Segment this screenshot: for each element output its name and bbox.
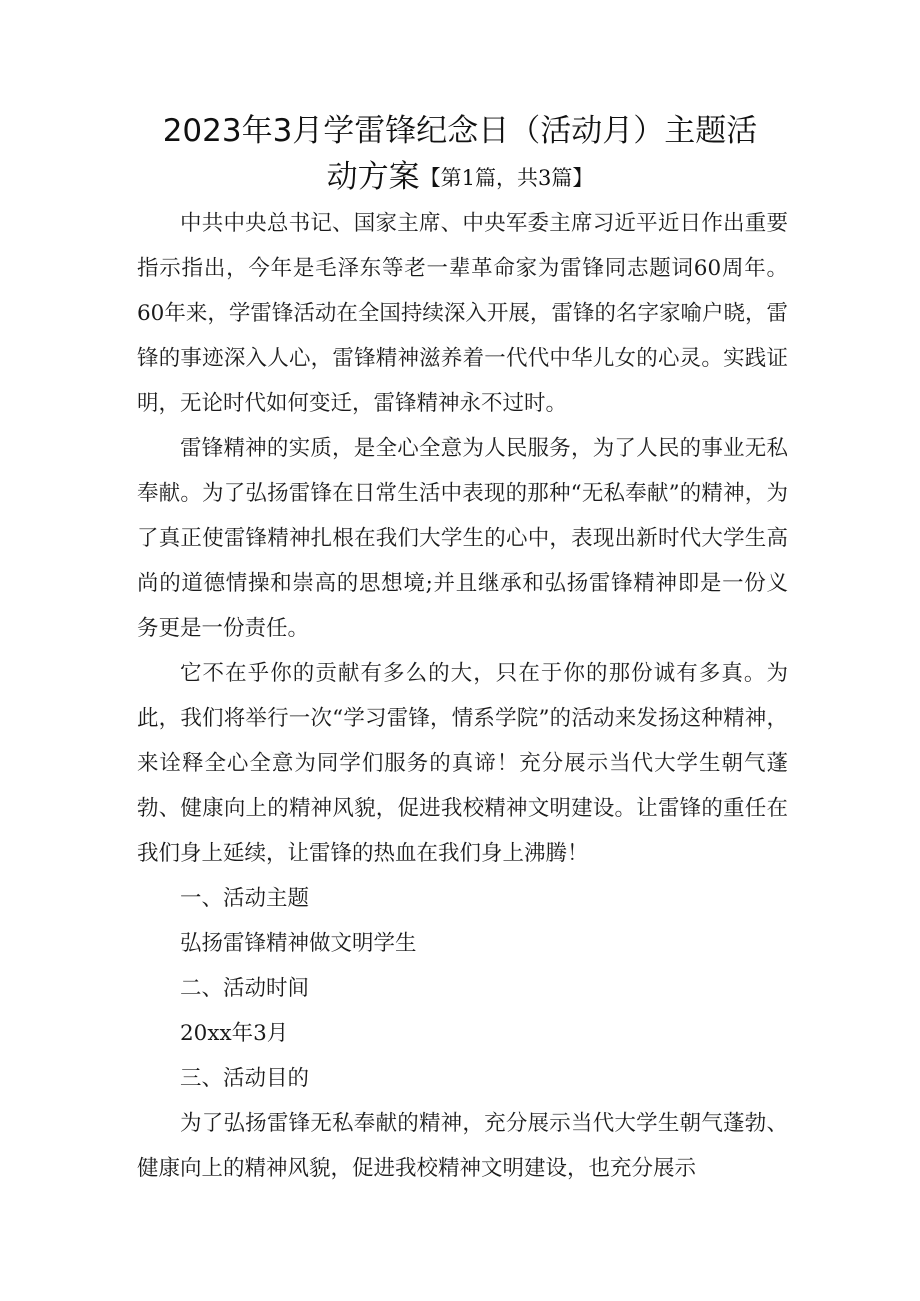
part-indicator: 【第1篇，共3篇】 bbox=[419, 166, 594, 190]
paragraph-purpose: 它不在乎你的贡献有多么的大，只在于你的那份诚有多真。为此，我们将举行一次“学习雷锋，情系学院”的活动来发扬这种精神，来诠释全心全意为同学们服务的真谛！充分展示当代大学生朝气蓬勃、健康向上的精神风貌，促进我校精神文明建设。让雷锋的重任在我们身上延续，让雷锋的热血在我们身上沸腾！ bbox=[137, 661, 788, 866]
section-content-time: 20xx年3月 bbox=[180, 1021, 289, 1046]
paragraph-intro: 中共中央总书记、国家主席、中央军委主席习近平近日作出重要指示指出，今年是毛泽东等老一辈革命家为雷锋同志题词60周年。60年来，学雷锋活动在全国持续深入开展，雷锋的名字家喻户晓，雷锋的事迹深入人心，雷锋精神滋养着一代代中华儿女的心灵。实践证明，无论时代如何变迁，雷锋精神永不过时。 bbox=[137, 211, 788, 416]
document-body bbox=[137, 201, 788, 1191]
paragraph-spirit: 雷锋精神的实质，是全心全意为人民服务，为了人民的事业无私奉献。为了弘扬雷锋在日常生活中表现的那种“无私奉献”的精神，为了真正使雷锋精神扎根在我们大学生的心中，表现出新时代大学生高尚的道德情操和崇高的思想境;并且继承和弘扬雷锋精神即是一份义务更是一份责任。 bbox=[137, 436, 788, 641]
document-title-line2 bbox=[130, 154, 790, 201]
section-heading-time: 二、活动时间 bbox=[180, 976, 310, 1001]
document-title-line1: 2023年3月学雷锋纪念日（活动月）主题活 bbox=[162, 113, 758, 149]
section-heading-goal: 三、活动目的 bbox=[180, 1066, 310, 1091]
title-text: 动方案 bbox=[326, 159, 420, 195]
section-content-theme: 弘扬雷锋精神做文明学生 bbox=[180, 931, 417, 956]
section-heading-theme: 一、活动主题 bbox=[180, 886, 310, 911]
section-content-goal: 为了弘扬雷锋无私奉献的精神，充分展示当代大学生朝气蓬勃、健康向上的精神风貌，促进我校精神文明建设，也充分展示 bbox=[137, 1111, 788, 1181]
